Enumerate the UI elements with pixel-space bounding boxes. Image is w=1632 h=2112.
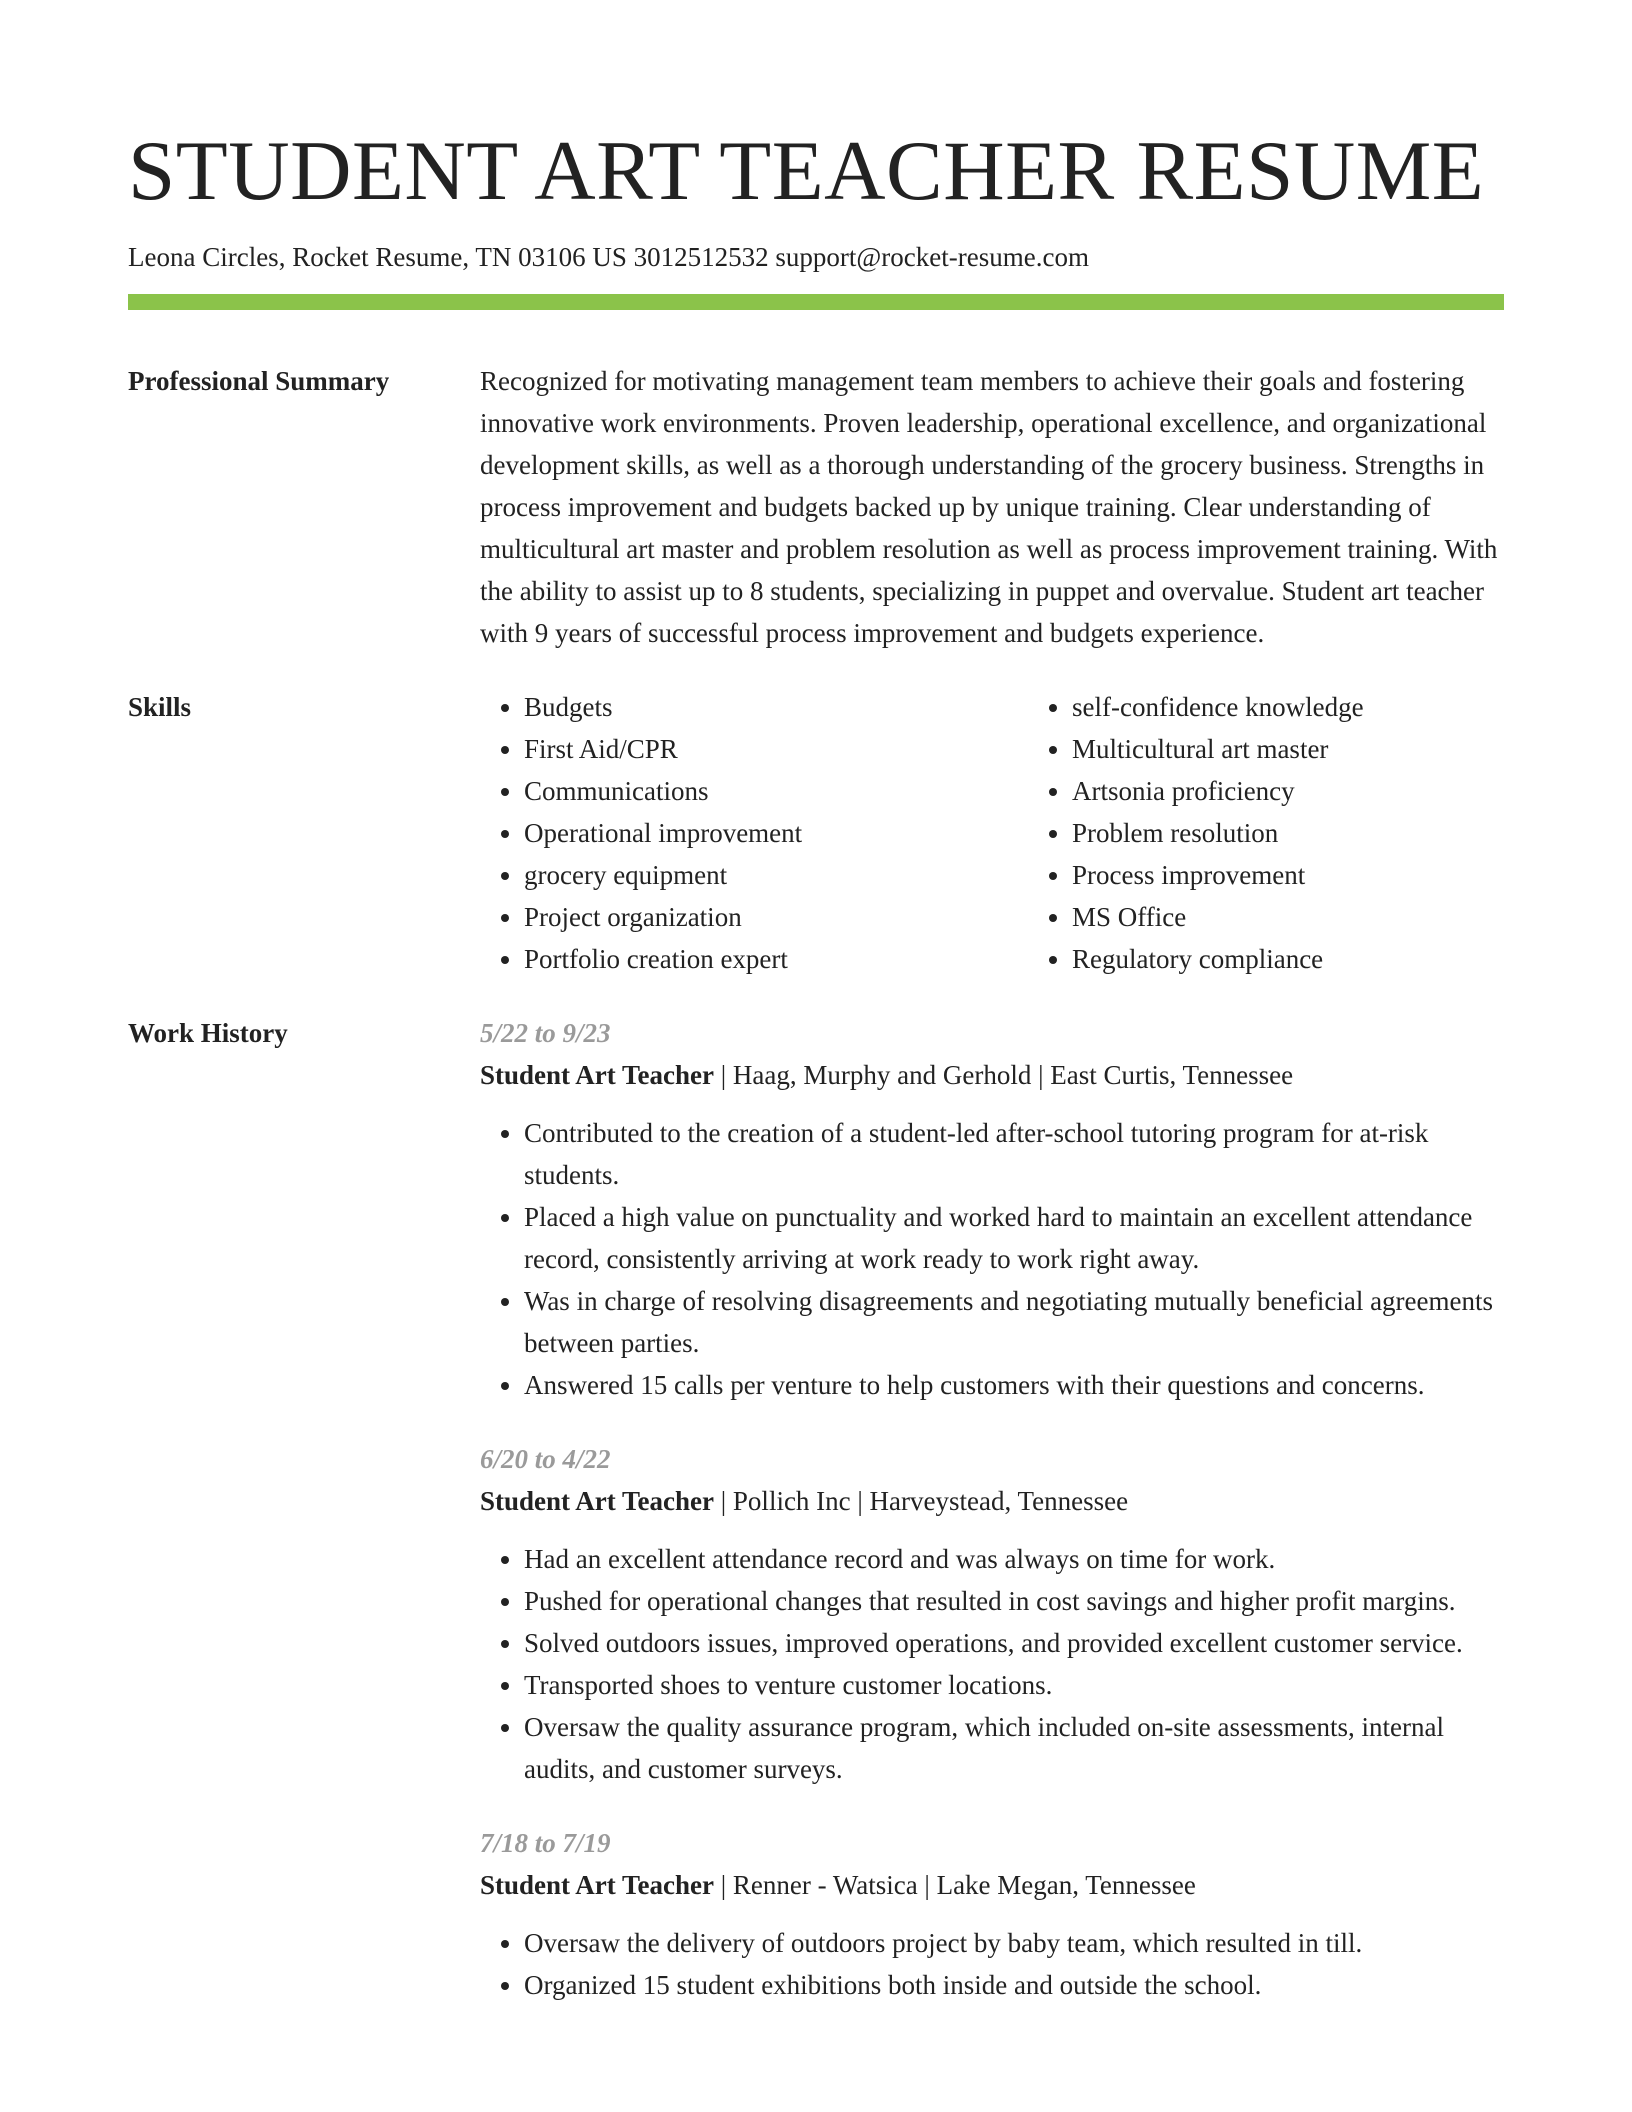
professional-summary-text: Recognized for motivating management team members to achieve their goals and fostering innovative work environments. Proven leadership, operational excellence, and organizational development skills, as well as a thorough understanding of the grocery business. Strengths in process improvement and budgets backed up by unique training. Clear understanding of multicultural art master and problem resolution as well as process improvement training. With the ability to assist up to 8 students, specializing in puppet and overvalue. Student art teacher with 9 years of successful process improvement and budgets experience. — [480, 366, 1498, 648]
job-bullet: • Solved outdoors issues, improved operations, and provided excellent customer service. — [524, 1622, 1504, 1664]
job-bullets — [480, 1538, 1504, 1790]
contact-line: Leona Circles, Rocket Resume, TN 03106 US 3012512532 support@rocket-resume.com — [128, 242, 1089, 272]
skill-item: • Process improvement — [1072, 854, 1576, 896]
job-heading — [480, 1864, 1504, 1906]
skill-item: • MS Office — [1072, 896, 1576, 938]
job-bullet: • Was in charge of resolving disagreements and negotiating mutually beneficial agreements between parties. — [524, 1280, 1504, 1364]
professional-summary-body — [480, 360, 1504, 654]
skill-item: • Operational improvement — [524, 812, 1028, 854]
job-details: | Renner - Watsica | Lake Megan, Tennessee — [714, 1870, 1196, 1900]
skill-item: • self-confidence knowledge — [1072, 686, 1576, 728]
job-details: | Haag, Murphy and Gerhold | East Curtis, Tennessee — [714, 1060, 1294, 1090]
job-details: | Pollich Inc | Harveystead, Tennessee — [714, 1486, 1129, 1516]
skills-columns — [480, 686, 1576, 980]
skills-list-left — [480, 686, 1028, 980]
job-title: Student Art Teacher — [480, 1060, 715, 1090]
section-label-professional-summary: Professional Summary — [128, 366, 390, 396]
skill-item: • Regulatory compliance — [1072, 938, 1576, 980]
skill-item: • Multicultural art master — [1072, 728, 1576, 770]
job-bullet: • Pushed for operational changes that resulted in cost savings and higher profit margins. — [524, 1580, 1504, 1622]
job-dates: 5/22 to 9/23 — [480, 1018, 611, 1048]
skill-item: • Communications — [524, 770, 1028, 812]
job-bullet: • Oversaw the delivery of outdoors project by baby team, which resulted in till. — [524, 1922, 1504, 1964]
skill-item: • Artsonia proficiency — [1072, 770, 1576, 812]
skills-list-right — [1028, 686, 1576, 980]
job-bullet: • Organized 15 student exhibitions both inside and outside the school. — [524, 1964, 1504, 2006]
resume-page — [128, 0, 1504, 2038]
skill-item: • Project organization — [524, 896, 1028, 938]
work-history-body — [480, 1012, 1504, 2038]
skills-section — [128, 686, 1504, 980]
job-bullet: • Oversaw the quality assurance program, which included on-site assessments, internal audits, and customer surveys. — [524, 1706, 1504, 1790]
job-bullet: • Placed a high value on punctuality and worked hard to maintain an excellent attendance record, consistently arriving at work ready to work right away. — [524, 1196, 1504, 1280]
professional-summary-section — [128, 360, 1504, 654]
job-bullets — [480, 1922, 1504, 2006]
job-dates: 7/18 to 7/19 — [480, 1828, 611, 1858]
skill-item: • Problem resolution — [1072, 812, 1576, 854]
job-entry — [480, 1012, 1504, 1406]
job-heading — [480, 1480, 1504, 1522]
skill-item: • Portfolio creation expert — [524, 938, 1028, 980]
job-title: Student Art Teacher — [480, 1870, 715, 1900]
job-bullets — [480, 1112, 1504, 1406]
job-bullet: • Transported shoes to venture customer locations. — [524, 1664, 1504, 1706]
skill-item: • Budgets — [524, 686, 1028, 728]
job-bullet: • Had an excellent attendance record and was always on time for work. — [524, 1538, 1504, 1580]
job-dates: 6/20 to 4/22 — [480, 1444, 611, 1474]
job-entry — [480, 1822, 1504, 2006]
job-title: Student Art Teacher — [480, 1486, 715, 1516]
skill-item: • First Aid/CPR — [524, 728, 1028, 770]
job-bullet: • Answered 15 calls per venture to help customers with their questions and concerns. — [524, 1364, 1504, 1406]
accent-divider — [128, 294, 1504, 310]
job-bullet: • Contributed to the creation of a student-led after-school tutoring program for at-risk students. — [524, 1112, 1504, 1196]
section-label-work-history: Work History — [128, 1018, 288, 1048]
job-heading — [480, 1054, 1504, 1096]
skill-item: • grocery equipment — [524, 854, 1028, 896]
resume-title: STUDENT ART TEACHER RESUME — [128, 124, 1485, 218]
job-entry — [480, 1438, 1504, 1790]
section-label-skills: Skills — [128, 692, 192, 722]
work-history-section — [128, 1012, 1504, 2038]
